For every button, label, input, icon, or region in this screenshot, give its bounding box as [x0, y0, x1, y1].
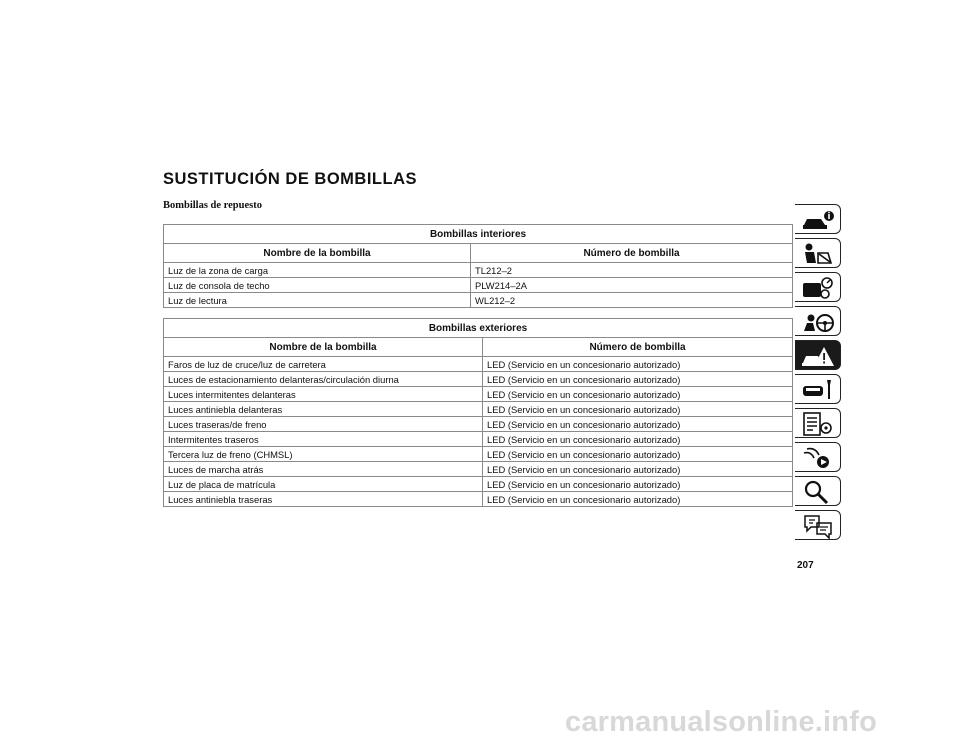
table-row [164, 417, 793, 432]
bulb-number-cell: LED (Servicio en un concesionario autorizado) [483, 492, 793, 507]
car-info-icon [801, 207, 835, 233]
table-row [164, 278, 793, 293]
bulb-number-cell: LED (Servicio en un concesionario autorizado) [483, 432, 793, 447]
table-row [164, 492, 793, 507]
table-row [164, 387, 793, 402]
section-title: SUSTITUCIÓN DE BOMBILLAS [163, 170, 417, 188]
exterior-header-number: Número de bombilla [483, 338, 793, 357]
table-row [164, 447, 793, 462]
tab-emergency[interactable] [795, 340, 841, 370]
interior-header-number: Número de bombilla [471, 244, 793, 263]
bulb-name-cell: Luces de estacionamiento delanteras/circulación diurna [164, 372, 483, 387]
airbag-seatbelt-icon [801, 241, 835, 267]
bulb-number-cell: TL212–2 [471, 263, 793, 278]
bulb-number-cell: LED (Servicio en un concesionario autorizado) [483, 462, 793, 477]
bulb-name-cell: Luces intermitentes delanteras [164, 387, 483, 402]
car-wrench-service-icon [801, 377, 835, 403]
table-row [164, 357, 793, 372]
bulb-name-cell: Luces antiniebla traseras [164, 492, 483, 507]
interior-header-name: Nombre de la bombilla [164, 244, 471, 263]
bulb-name-cell: Luz de consola de techo [164, 278, 471, 293]
tab-multimedia[interactable] [795, 442, 841, 472]
bulb-number-cell: LED (Servicio en un concesionario autorizado) [483, 357, 793, 372]
table-row [164, 402, 793, 417]
specifications-list-icon [801, 411, 835, 437]
bulb-name-cell: Luces antiniebla delanteras [164, 402, 483, 417]
table-row [164, 432, 793, 447]
table-row [164, 372, 793, 387]
bulb-number-cell: PLW214–2A [471, 278, 793, 293]
bulb-name-cell: Luz de la zona de carga [164, 263, 471, 278]
section-subtitle: Bombillas de repuesto [163, 200, 262, 211]
steering-wheel-icon [801, 309, 835, 335]
tab-safety[interactable] [795, 238, 841, 268]
bulb-number-cell: LED (Servicio en un concesionario autorizado) [483, 477, 793, 492]
bulb-name-cell: Luces traseras/de freno [164, 417, 483, 432]
table-row [164, 293, 793, 308]
bulb-name-cell: Tercera luz de freno (CHMSL) [164, 447, 483, 462]
interior-table-caption: Bombillas interiores [164, 225, 793, 244]
table-row [164, 477, 793, 492]
bulb-name-cell: Intermitentes traseros [164, 432, 483, 447]
tab-service[interactable] [795, 374, 841, 404]
interior-bulbs-table [163, 224, 793, 308]
bulb-name-cell: Luz de placa de matrícula [164, 477, 483, 492]
index-search-icon [801, 479, 835, 505]
watermark-text: carmanualsonline.info [565, 706, 877, 738]
table-row [164, 462, 793, 477]
tab-specifications[interactable] [795, 408, 841, 438]
languages-icon [801, 513, 835, 539]
dashboard-gauges-icon [801, 275, 835, 301]
tab-driving[interactable] [795, 306, 841, 336]
bulb-number-cell: WL212–2 [471, 293, 793, 308]
bulb-name-cell: Faros de luz de cruce/luz de carretera [164, 357, 483, 372]
exterior-bulbs-table [163, 318, 793, 507]
bulb-name-cell: Luz de lectura [164, 293, 471, 308]
exterior-table-caption: Bombillas exteriores [164, 319, 793, 338]
tab-index[interactable] [795, 476, 841, 506]
bulb-name-cell: Luces de marcha atrás [164, 462, 483, 477]
bulb-number-cell: LED (Servicio en un concesionario autorizado) [483, 387, 793, 402]
table-row [164, 263, 793, 278]
bulb-number-cell: LED (Servicio en un concesionario autorizado) [483, 402, 793, 417]
bulb-number-cell: LED (Servicio en un concesionario autorizado) [483, 417, 793, 432]
page-number: 207 [797, 560, 814, 571]
tab-car-info[interactable] [795, 204, 841, 234]
bulb-number-cell: LED (Servicio en un concesionario autorizado) [483, 447, 793, 462]
multimedia-icon [801, 445, 835, 471]
tab-languages[interactable] [795, 510, 841, 540]
emergency-warning-car-icon [801, 343, 835, 369]
bulb-number-cell: LED (Servicio en un concesionario autorizado) [483, 372, 793, 387]
tab-dashboard[interactable] [795, 272, 841, 302]
exterior-header-name: Nombre de la bombilla [164, 338, 483, 357]
